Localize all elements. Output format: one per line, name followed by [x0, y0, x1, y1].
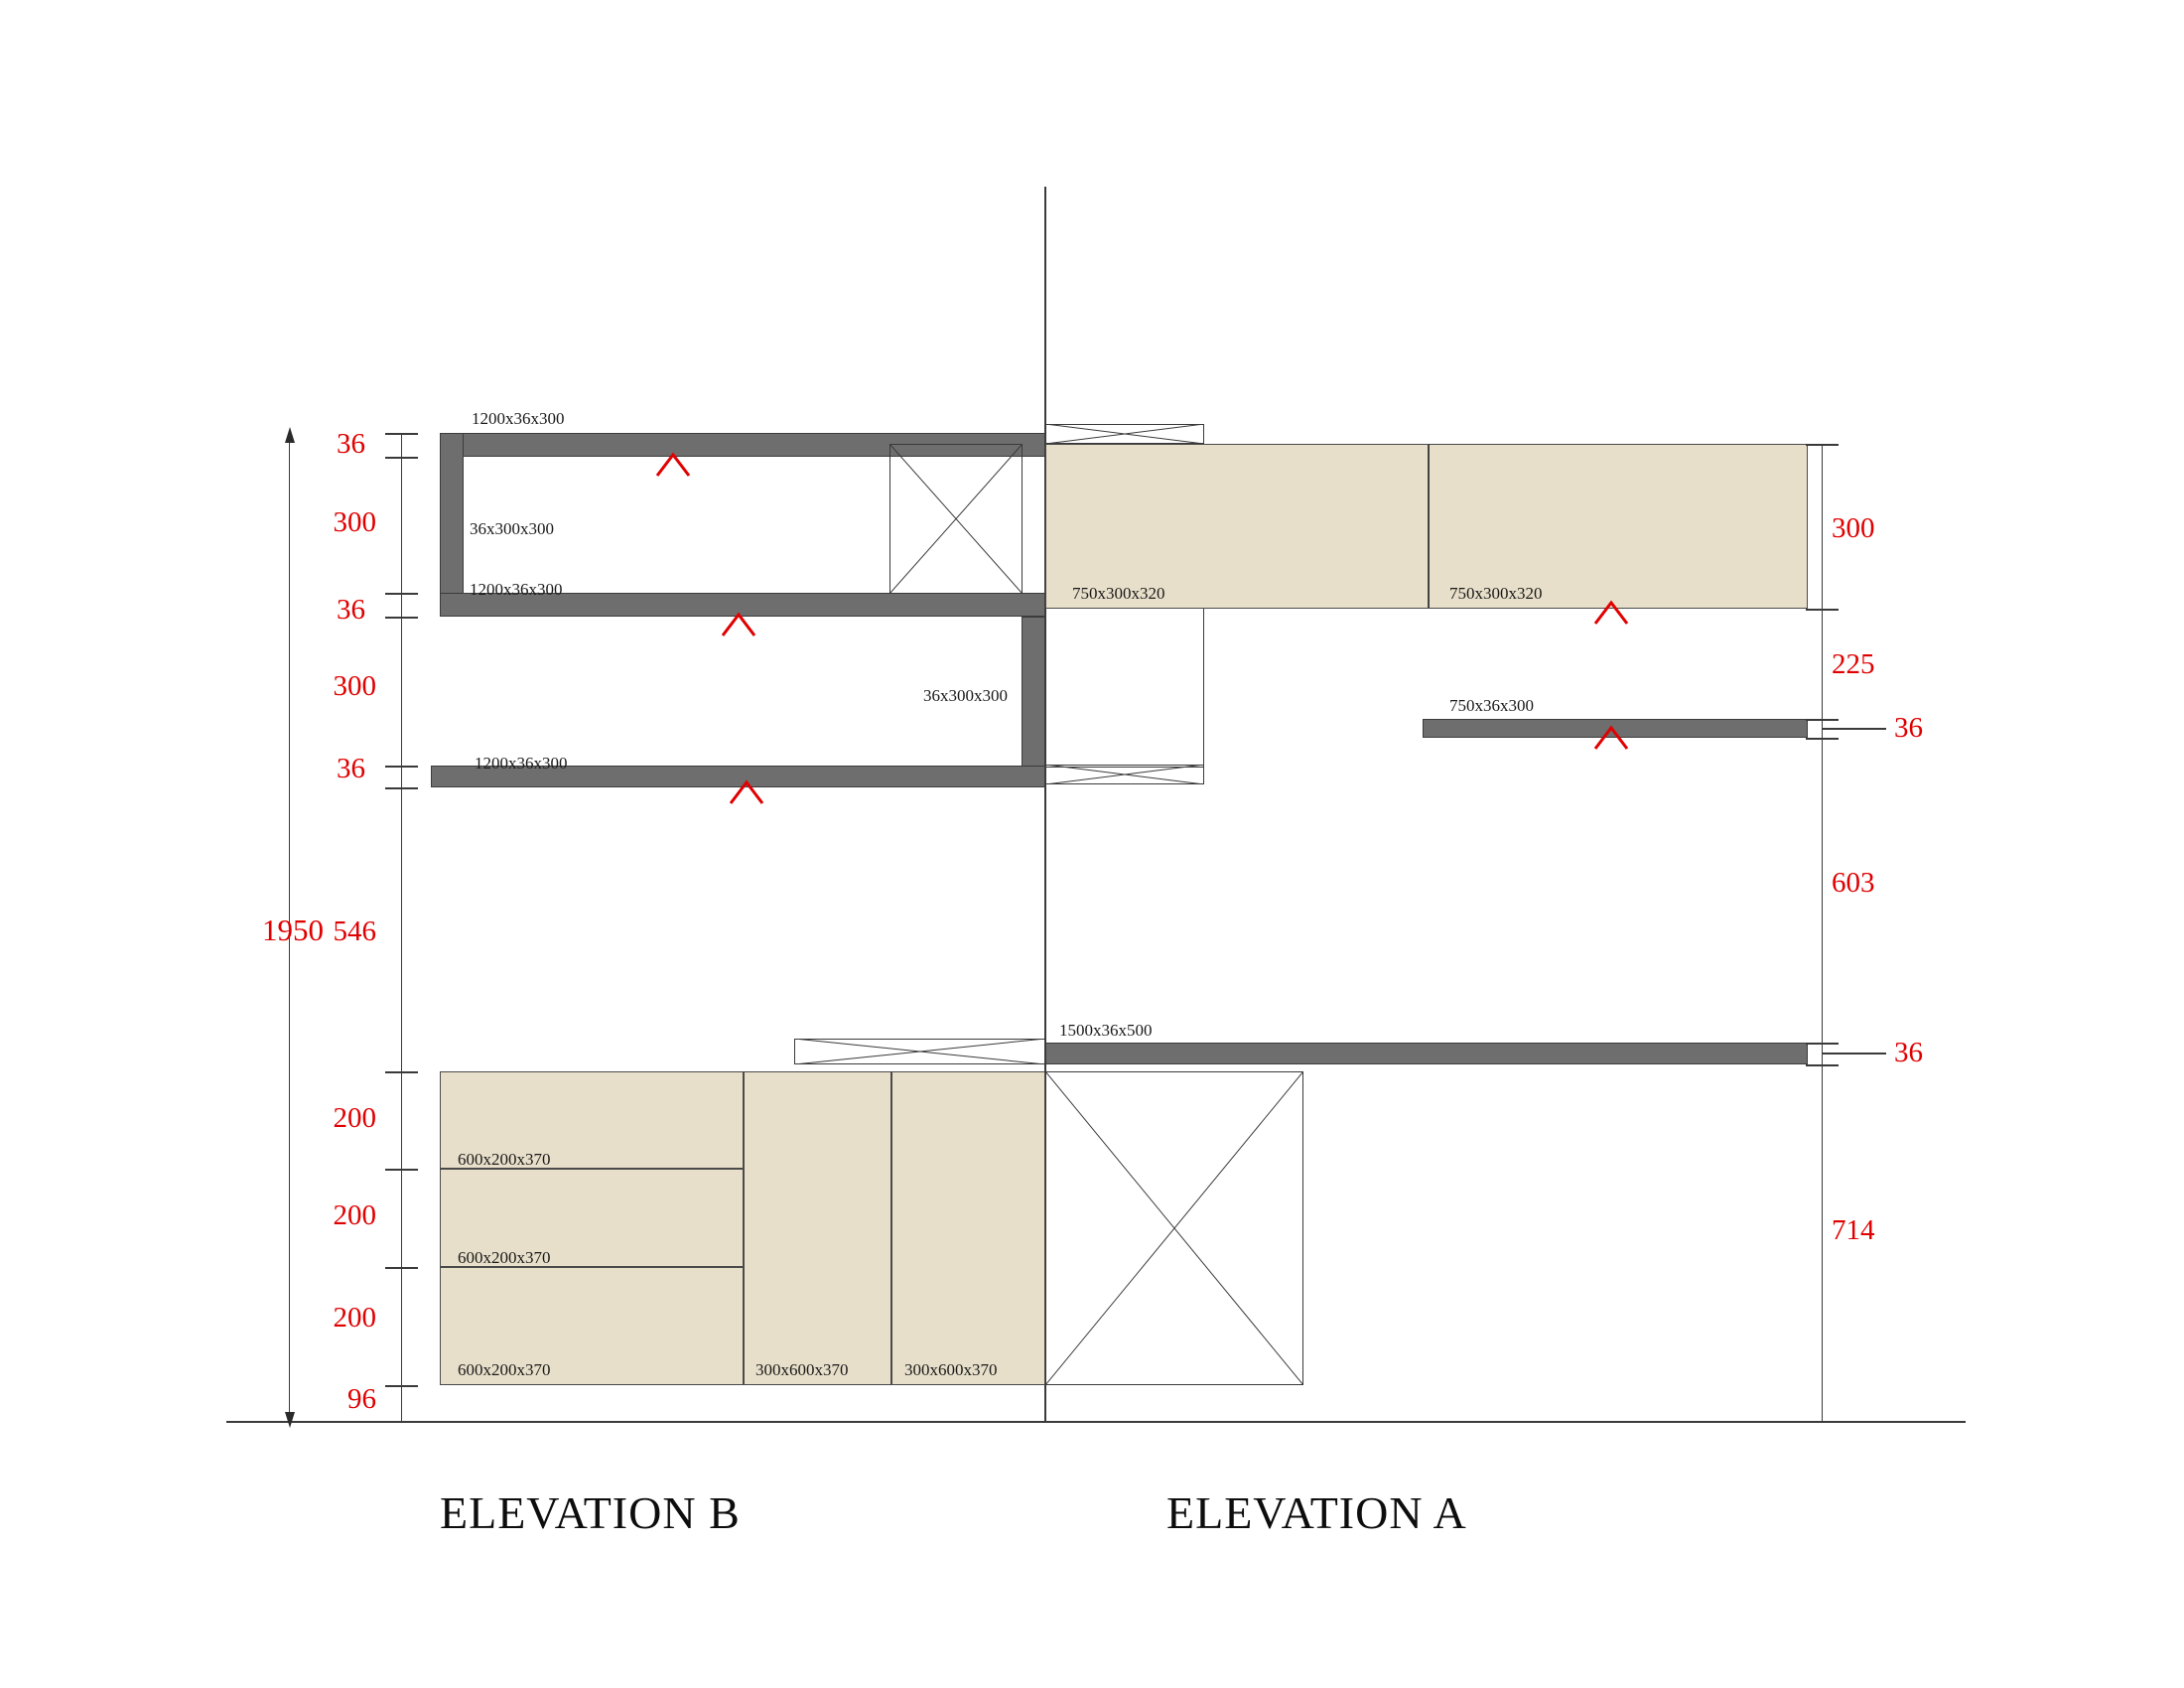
part-label-600x200x370-c: 600x200x370 — [458, 1360, 551, 1379]
base-door-2 — [891, 1071, 1045, 1385]
part-label-300x600x370-a: 300x600x370 — [755, 1360, 849, 1379]
tall-outline-center — [1045, 604, 1204, 768]
part-label-36x300x300-lower: 36x300x300 — [923, 686, 1008, 705]
x-strip-top — [1045, 424, 1204, 444]
part-label-750x36x300: 750x36x300 — [1449, 696, 1534, 715]
part-label-1200x36x300-top: 1200x36x300 — [472, 409, 565, 428]
left-dim-546: 546 — [333, 915, 376, 947]
caret-marker-2 — [721, 612, 756, 637]
divider-vertical-b — [1022, 617, 1045, 768]
x-strip-lower — [1045, 765, 1204, 784]
caret-marker-5 — [1593, 725, 1629, 751]
dim-tick — [385, 787, 418, 789]
part-label-1200x36x300-mid: 1200x36x300 — [470, 580, 563, 599]
part-label-1200x36x300-bottom: 1200x36x300 — [475, 754, 568, 773]
dim-tick — [385, 457, 418, 459]
title-elevation-b: ELEVATION B — [440, 1487, 741, 1538]
caret-marker-1 — [655, 452, 691, 478]
left-dim-96: 96 — [347, 1383, 376, 1415]
dim-tick — [385, 617, 418, 619]
x-panel-upper-b — [889, 444, 1023, 594]
dim-tick — [385, 1421, 418, 1423]
part-label-600x200x370-a: 600x200x370 — [458, 1150, 551, 1169]
x-panel-base-a — [1045, 1071, 1303, 1385]
overall-dimension-label: 1950 — [262, 913, 324, 947]
part-label-750x300x320-right: 750x300x320 — [1449, 584, 1543, 603]
dim-tick — [1806, 1064, 1839, 1066]
dim-tick — [1806, 719, 1839, 721]
part-label-36x300x300-upper: 36x300x300 — [470, 519, 554, 538]
left-dim-36-a: 36 — [337, 428, 365, 460]
right-dim-leader-36-a — [1822, 728, 1886, 730]
left-dim-200-c: 200 — [333, 1302, 376, 1334]
part-label-1500x36x500: 1500x36x500 — [1059, 1021, 1153, 1040]
part-label-750x300x320-left: 750x300x320 — [1072, 584, 1165, 603]
right-dim-leader-36-b — [1822, 1053, 1886, 1055]
right-dim-225: 225 — [1832, 648, 1875, 680]
dim-tick — [385, 433, 418, 435]
title-elevation-a: ELEVATION A — [1166, 1487, 1467, 1538]
caret-marker-3 — [729, 779, 764, 805]
left-dim-200-a: 200 — [333, 1102, 376, 1134]
right-dim-300: 300 — [1832, 512, 1875, 544]
dim-tick — [385, 1267, 418, 1269]
base-door-1 — [744, 1071, 891, 1385]
right-dim-714: 714 — [1832, 1214, 1875, 1246]
wall-unit-divider-a — [1429, 444, 1430, 609]
dim-tick — [385, 766, 418, 768]
counter-shelf-a — [1045, 1043, 1808, 1064]
left-dim-300-b: 300 — [333, 670, 376, 702]
dim-tick — [1806, 609, 1839, 611]
dim-tick — [385, 1071, 418, 1073]
left-dim-300-a: 300 — [333, 506, 376, 538]
side-panel-left-b — [440, 433, 464, 616]
dim-tick — [385, 1169, 418, 1171]
dim-tick — [385, 593, 418, 595]
right-dim-36-b: 36 — [1894, 1037, 1923, 1068]
right-dim-chain-line — [1822, 444, 1823, 1421]
part-label-600x200x370-b: 600x200x370 — [458, 1248, 551, 1267]
caret-marker-4 — [1593, 600, 1629, 626]
dim-tick — [1806, 1421, 1839, 1423]
right-dim-603: 603 — [1832, 867, 1875, 899]
left-dim-36-b: 36 — [337, 594, 365, 626]
dim-tick — [1806, 738, 1839, 740]
dim-tick — [385, 1385, 418, 1387]
left-dim-36-c: 36 — [337, 753, 365, 784]
dim-tick — [1806, 444, 1839, 446]
x-strip-counter — [794, 1039, 1045, 1064]
ground-line — [226, 1421, 1966, 1423]
left-dim-chain-line — [401, 433, 402, 1421]
right-dim-36-a: 36 — [1894, 712, 1923, 744]
left-dim-200-b: 200 — [333, 1199, 376, 1231]
part-label-300x600x370-b: 300x600x370 — [904, 1360, 998, 1379]
dim-tick — [1806, 1043, 1839, 1045]
